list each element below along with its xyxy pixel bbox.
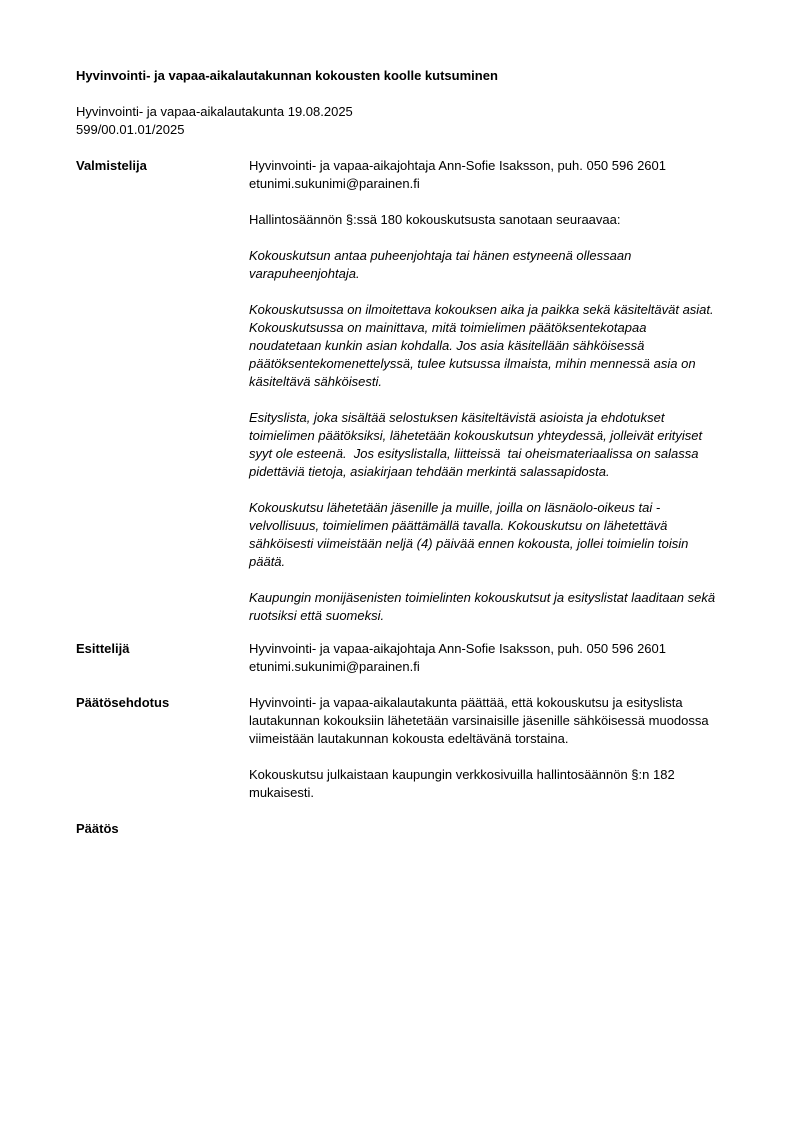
meeting-info: Hyvinvointi- ja vapaa-aikalautakunta 19.08.2025 (76, 104, 353, 119)
quote-line: Kokouskutsu lähetetään jäsenille ja muille, joilla on läsnäolo-oikeus tai - (249, 500, 661, 515)
preparer-email: etunimi.sukunimi@parainen.fi (249, 176, 420, 191)
quote-line: pidettäviä tietoja, asiakirjaan tehdään merkintä salassapidosta. (249, 464, 610, 479)
document-title: Hyvinvointi- ja vapaa-aikalautakunnan kokousten koolle kutsuminen (76, 68, 498, 83)
section-label-paatos: Päätös (76, 821, 119, 836)
proposal-line: mukaisesti. (249, 785, 315, 800)
document-meta (76, 103, 353, 139)
quote-line: Kokouskutsun antaa puheenjohtaja tai hänen estyneenä ollessaan (249, 248, 632, 263)
quote-line: Kokouskutsussa on ilmoitettava kokouksen aika ja paikka sekä käsiteltävät asiat. (249, 302, 714, 317)
quote-line: päätöksentekomenettelyssä, tulee kutsussa ilmaista, mihin mennessä asia on (249, 356, 696, 371)
section-label-valmistelija: Valmistelija (76, 158, 147, 173)
regulation-quote-3 (249, 409, 744, 481)
case-number: 599/00.01.01/2025 (76, 122, 185, 137)
section-label-paatosehdotus: Päätösehdotus (76, 695, 170, 710)
section-content-valmistelija (249, 157, 744, 625)
proposal-line: Kokouskutsu julkaistaan kaupungin verkkosivuilla hallintosäännön §:n 182 (249, 767, 675, 782)
section-content-paatosehdotus (249, 694, 744, 802)
section-label-esittelija: Esittelijä (76, 641, 130, 656)
quote-line: ruotsiksi että suomeksi. (249, 608, 385, 623)
quote-line: Kokouskutsussa on mainittava, mitä toimielimen päätöksentekotapaa (249, 320, 647, 335)
regulation-quote-1 (249, 247, 744, 283)
proposal-paragraph-2 (249, 766, 744, 802)
proposal-line: viimeistään lautakunnan kokousta edeltävänä torstaina. (249, 731, 569, 746)
quote-line: päätä. (249, 554, 286, 569)
preparer-contact (249, 157, 744, 193)
section-content-esittelija (249, 640, 744, 676)
quote-line: velvollisuus, toimielimen päättämällä tavalla. Kokouskutsu on lähetettävä (249, 518, 668, 533)
presenter-email: etunimi.sukunimi@parainen.fi (249, 659, 420, 674)
regulation-intro-text: Hallintosäännön §:ssä 180 kokouskutsusta sanotaan seuraavaa: (249, 212, 621, 227)
presenter-contact (249, 640, 744, 676)
regulation-intro (249, 211, 744, 229)
quote-line: syyt ole esteenä. Jos esityslistalla, liitteissä tai oheismateriaalissa on salassa (249, 446, 699, 461)
preparer-name-phone: Hyvinvointi- ja vapaa-aikajohtaja Ann-Sofie Isaksson, puh. 050 596 2601 (249, 158, 666, 173)
quote-line: Esityslista, joka sisältää selostuksen käsiteltävistä asioista ja ehdotukset (249, 410, 665, 425)
quote-line: varapuheenjohtaja. (249, 266, 360, 281)
quote-line: käsiteltävä sähköisesti. (249, 374, 382, 389)
regulation-quote-2 (249, 301, 744, 391)
quote-line: sähköisesti viimeistään neljä (4) päivää ennen kokousta, jollei toimielin toisin (249, 536, 689, 551)
regulation-quote-4 (249, 499, 744, 571)
quote-line: toimielimen päätöksiksi, lähetetään kokouskutsun yhteydessä, jolleivät erityiset (249, 428, 703, 443)
proposal-line: Hyvinvointi- ja vapaa-aikalautakunta päättää, että kokouskutsu ja esityslista (249, 695, 683, 710)
quote-line: noudatetaan kunkin asian kohdalla. Jos asia käsitellään sähköisessä (249, 338, 645, 353)
proposal-line: lautakunnan kokouksiin lähetetään varsinaisille jäsenille sähköisessä muodossa (249, 713, 709, 728)
presenter-name-phone: Hyvinvointi- ja vapaa-aikajohtaja Ann-Sofie Isaksson, puh. 050 596 2601 (249, 641, 666, 656)
regulation-quote-5 (249, 589, 744, 625)
quote-line: Kaupungin monijäsenisten toimielinten kokouskutsut ja esityslistat laaditaan sekä (249, 590, 716, 605)
proposal-paragraph-1 (249, 694, 744, 748)
